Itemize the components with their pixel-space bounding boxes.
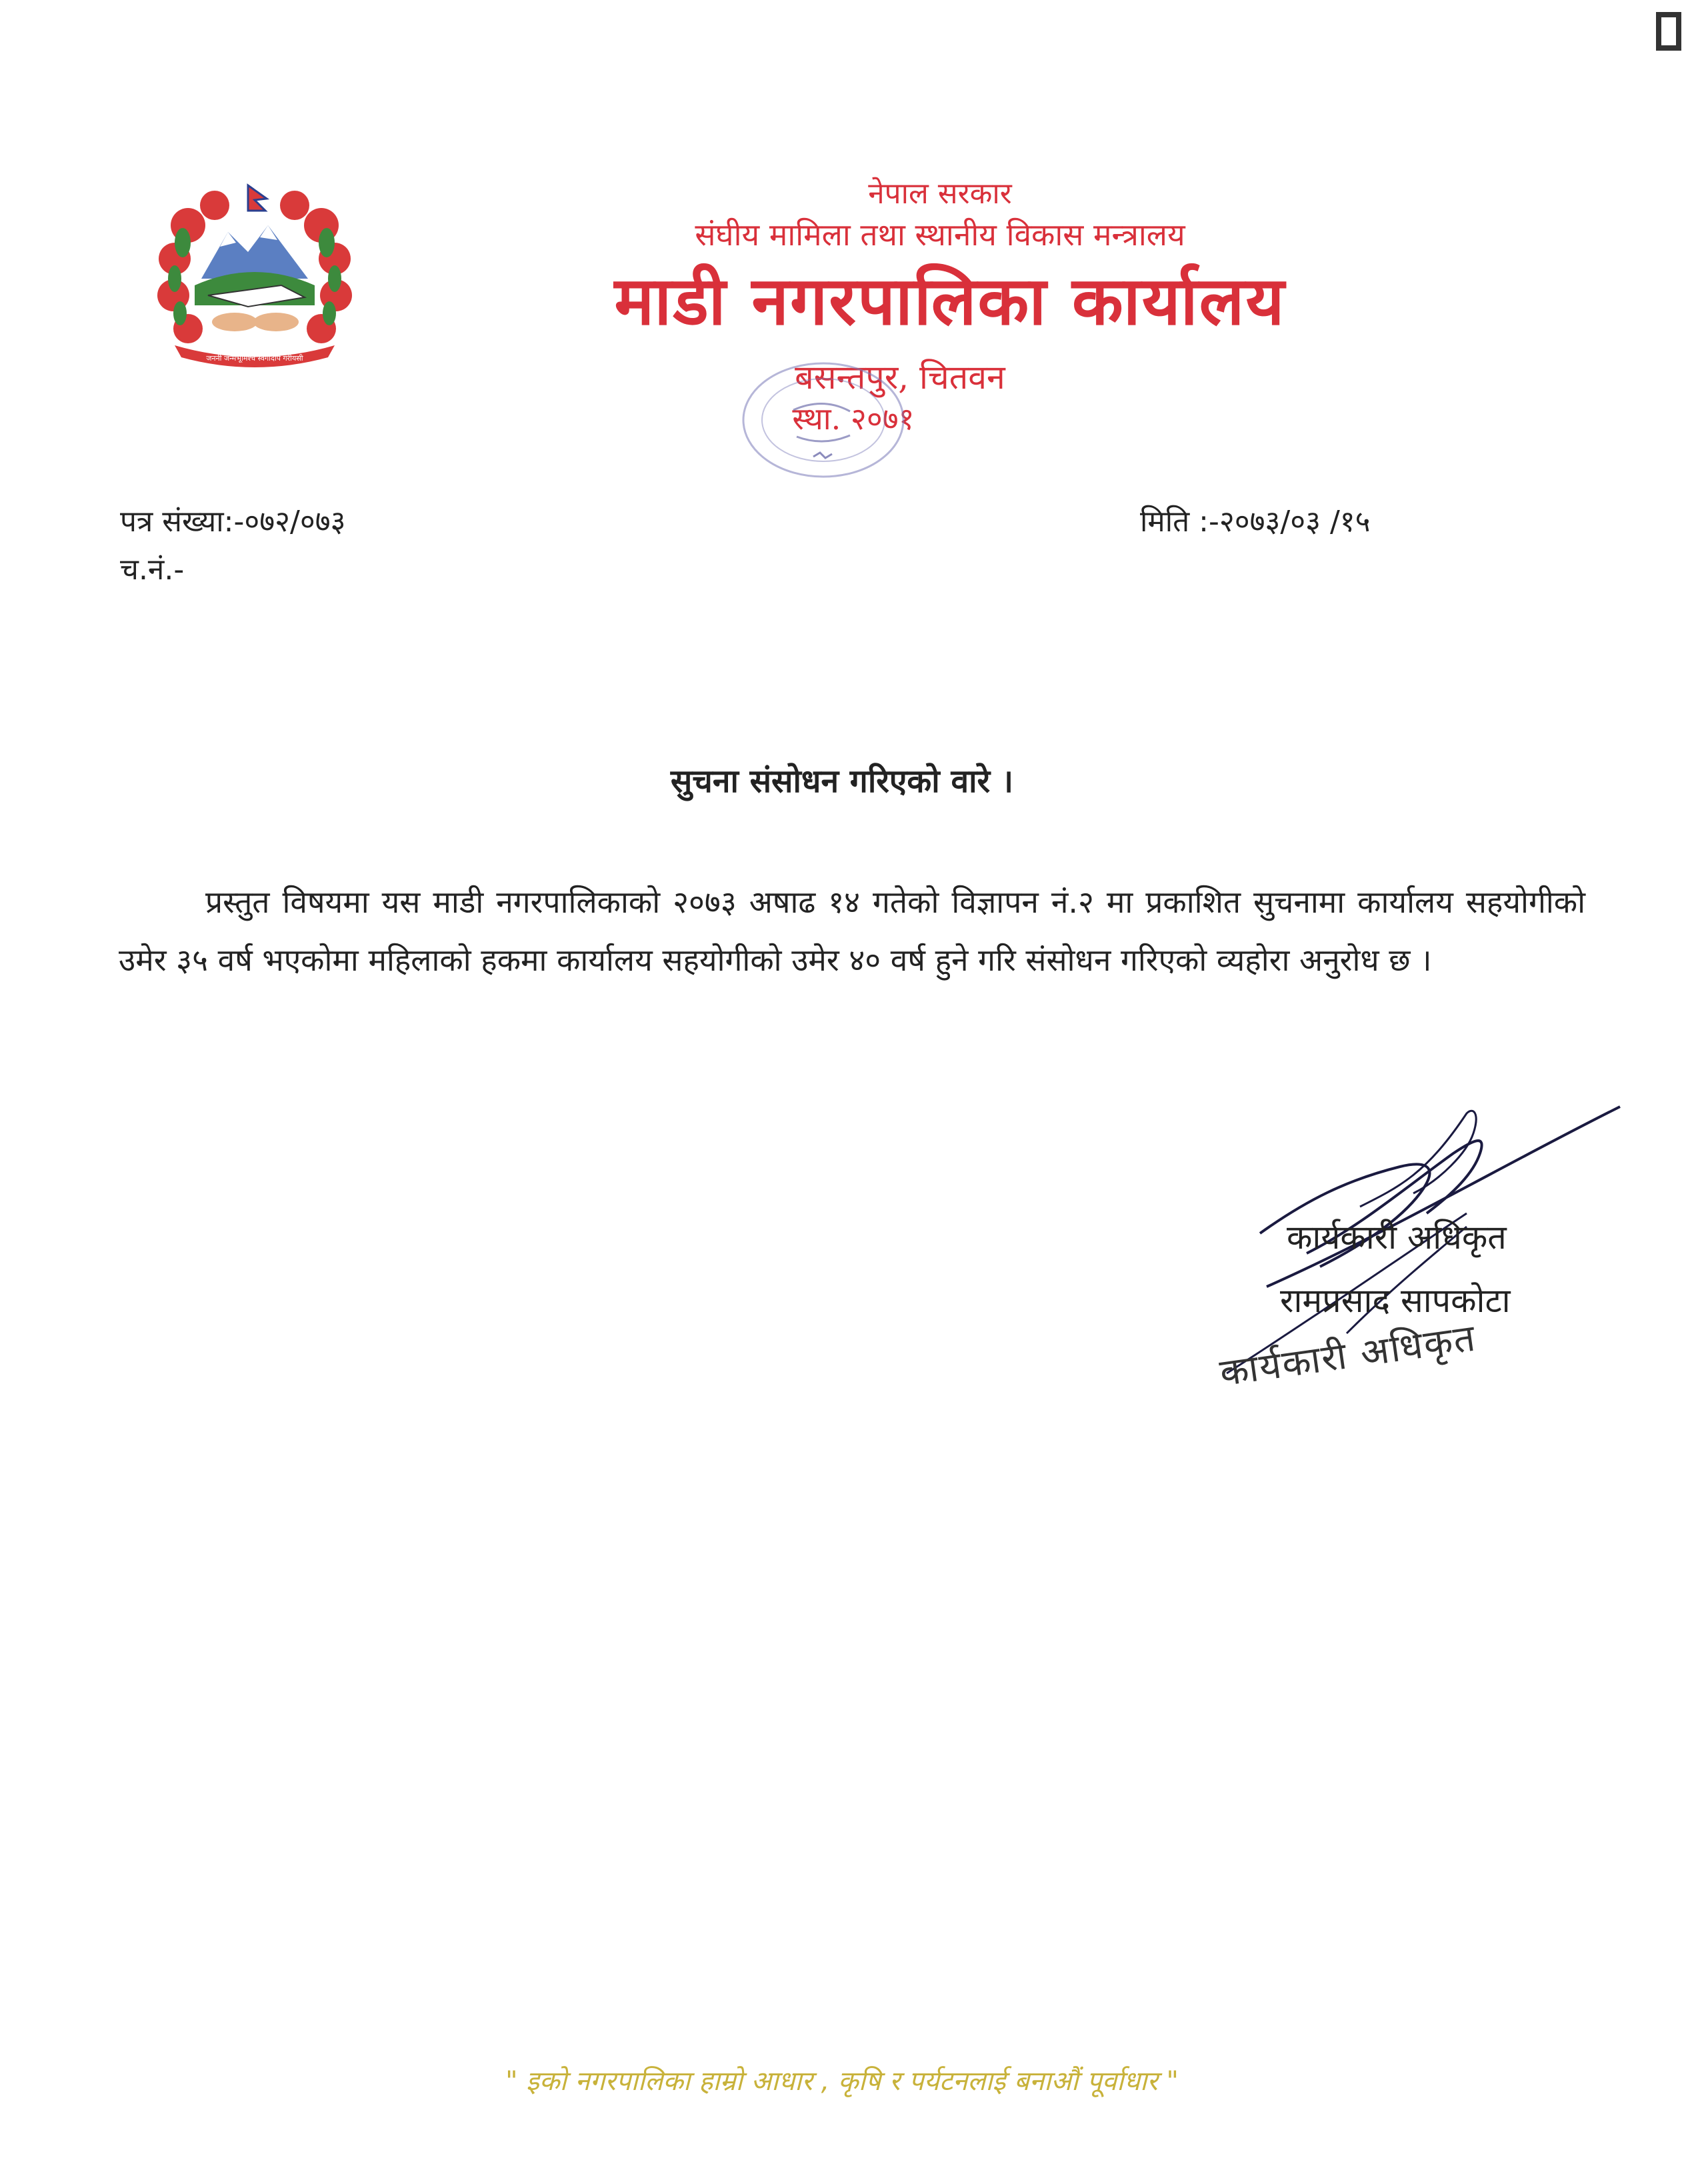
nepal-emblem-icon (148, 179, 361, 379)
signatory-stamp: कार्यकारी अधिकृत (1217, 1316, 1479, 1395)
signatory-name: रामप्रसाद सापकोटा (1280, 1281, 1511, 1320)
letter-body: प्रस्तुत विषयमा यस माडी नगरपालिकाको २०७३ अषाढ १४ गतेको विज्ञापन नं.२ मा प्रकाशित सुचनामा कार्यालय सहयोगीको उमेर ३५ वर्ष भएकोमा महिलाको हकमा कार्यालय सहयोगीको उमेर ४० वर्ष हुने गरि संसोधन गरिएको व्यहोरा अनुरोध छ । (119, 884, 1585, 978)
svg-text:जननी जन्मभूमिश्च स्वर्गादपि गर: जननी जन्मभूमिश्च स्वर्गादपि गरीयसी (206, 354, 303, 363)
office-name: माडी नगरपालिका कार्यालय (614, 262, 1286, 340)
signatory-title: कार्यकारी अधिकृत (1287, 1218, 1507, 1257)
reference-number: पत्र संख्या:-०७२/०७३ (120, 505, 346, 539)
government-name: नेपाल सरकार (868, 177, 1012, 211)
scan-edge-mark (1653, 8, 1684, 55)
office-seal-stamp (707, 357, 920, 490)
footer-slogan: " इको नगरपालिका हाम्रो आधार , कृषि र पर्यटनलाई बनाऔं पूर्वाधार " (505, 2066, 1179, 2097)
office-address: बसन्तपुर, चितवन (795, 358, 1005, 397)
dispatch-number: च.नं.- (120, 553, 185, 587)
ministry-name: संघीय मामिला तथा स्थानीय विकास मन्त्रालय (695, 217, 1185, 253)
letter-subject: सुचना संसोधन गरिएको वारे । (670, 763, 1014, 800)
letter-date: मिति :-२०७३/०३ /१५ (1140, 505, 1371, 539)
established-year: स्था. २०७१ (792, 401, 915, 437)
